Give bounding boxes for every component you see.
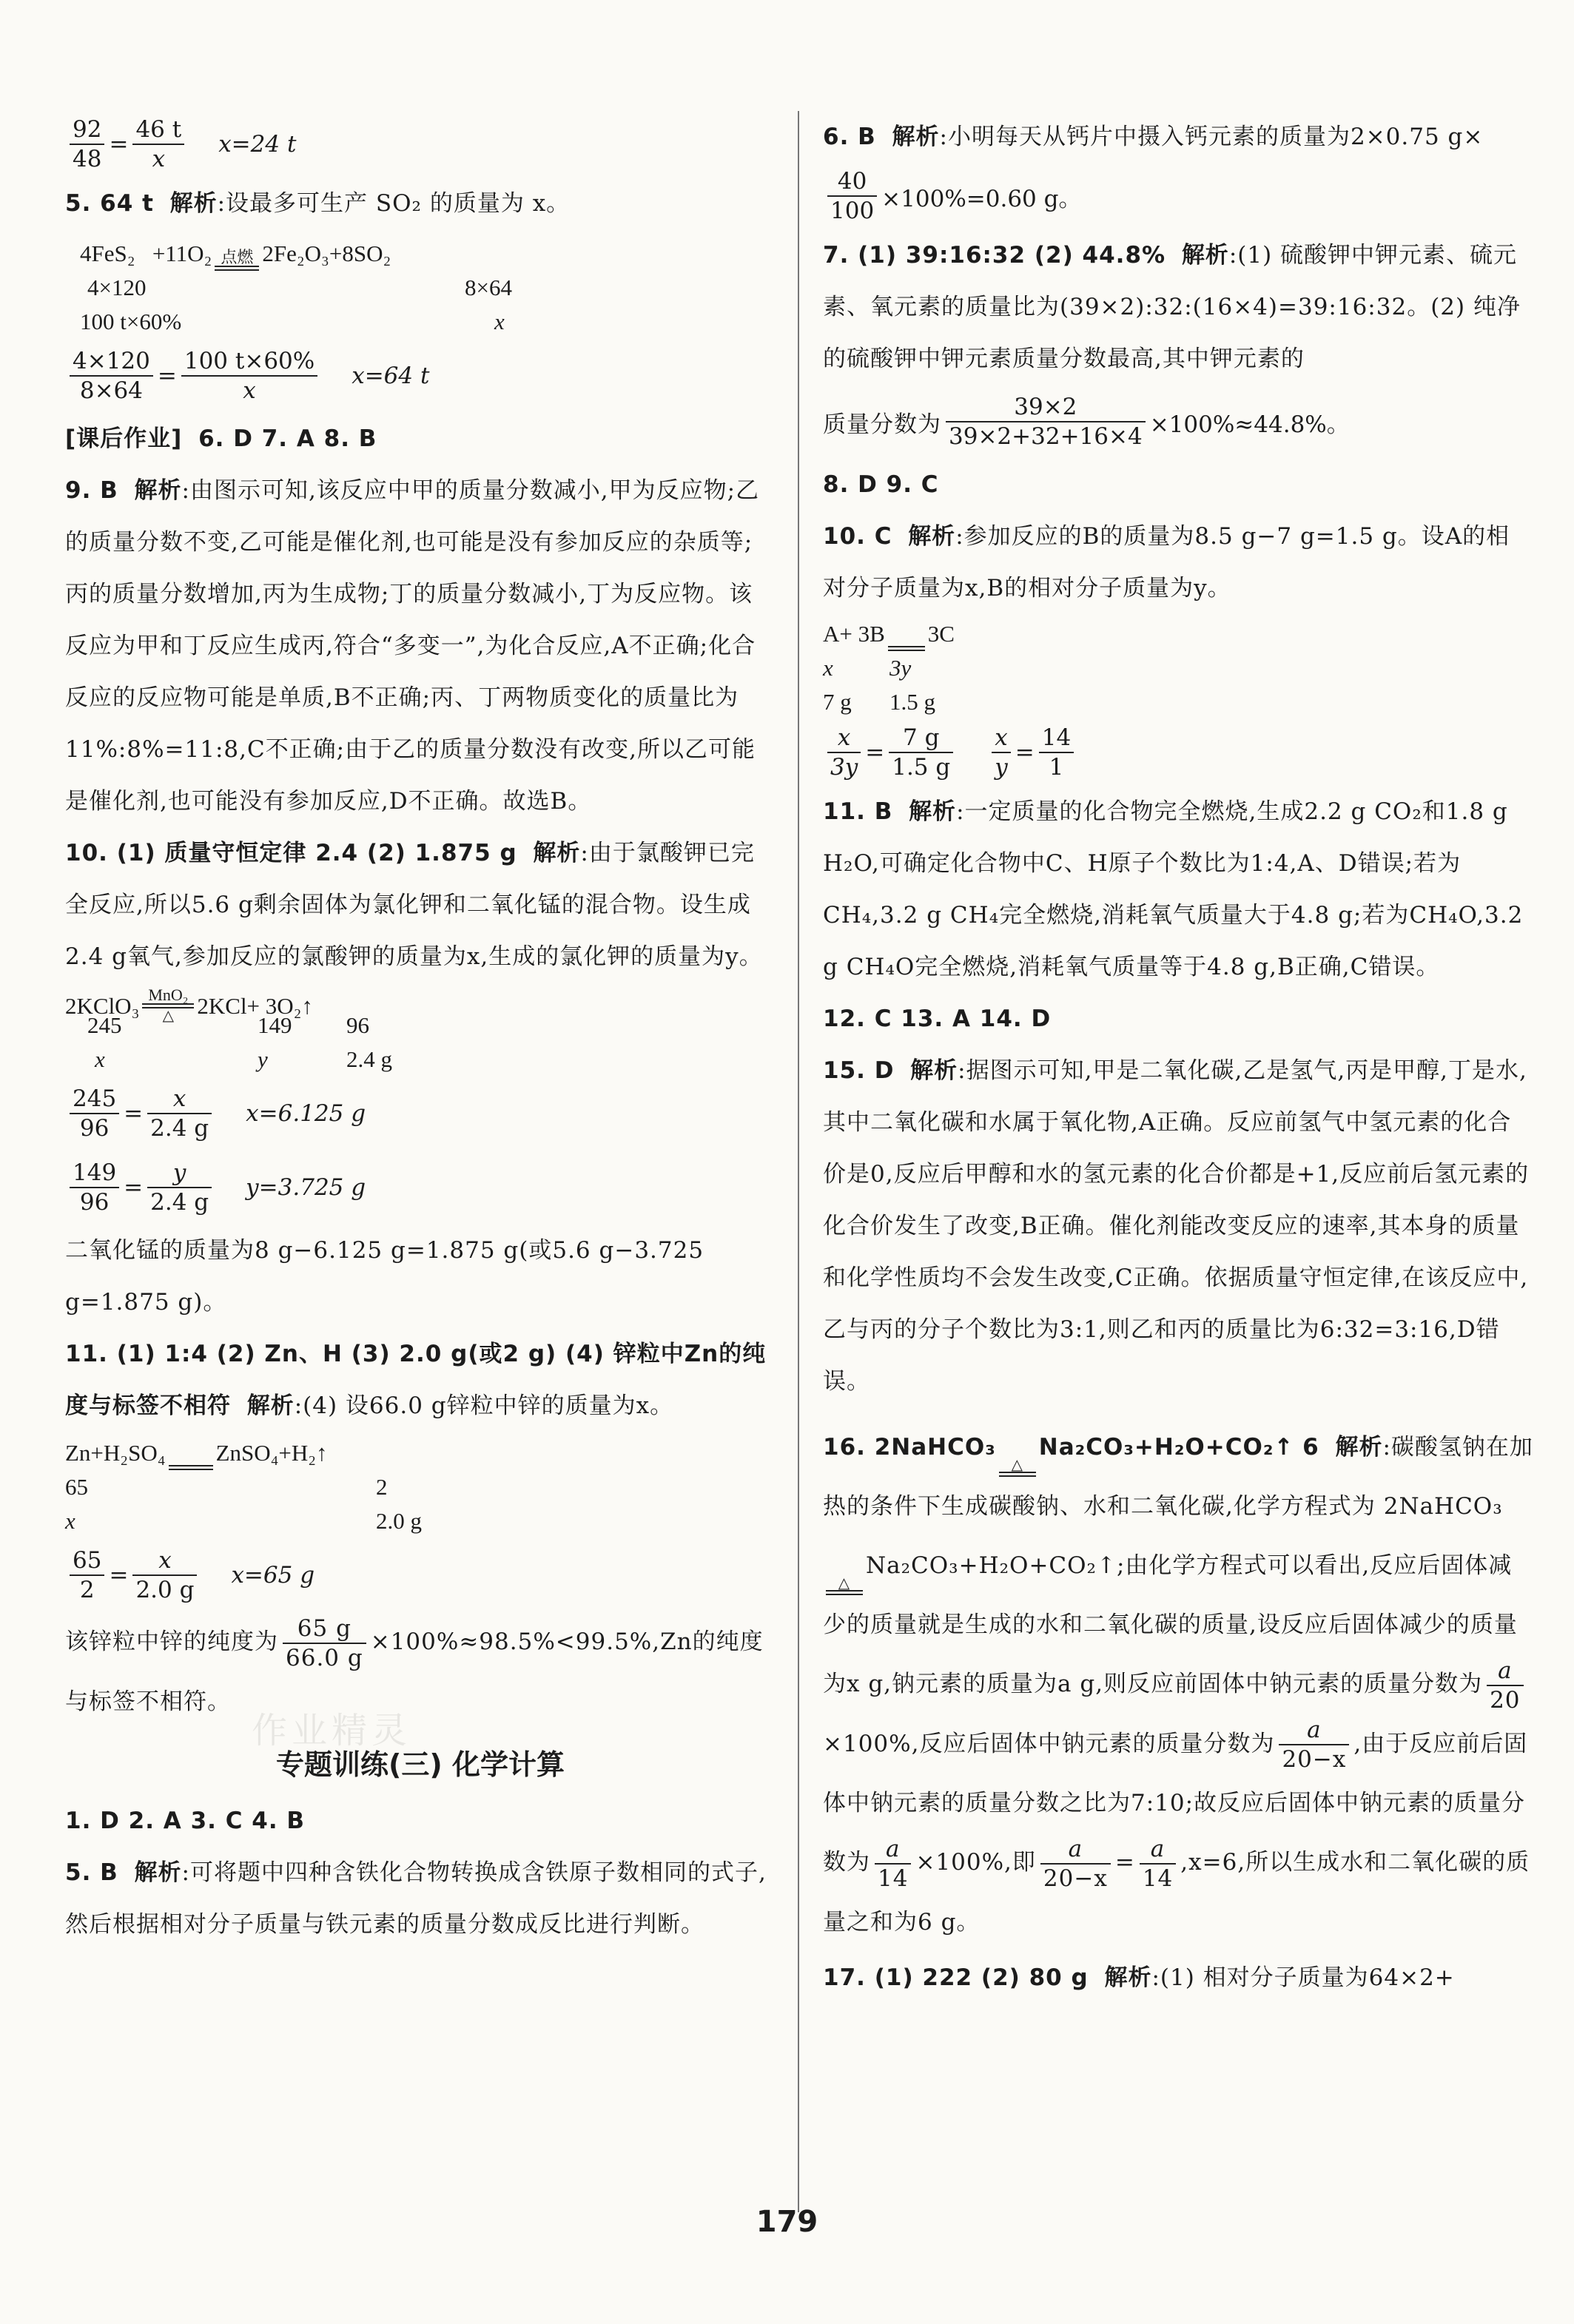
fraction: $\frac{92}{48}$ [70, 115, 104, 173]
q10-conclusion: 二氧化锰的质量为8 g−6.125 g=1.875 g(或5.6 g−3.725 g=1.875 g)。 [65, 1237, 704, 1316]
column-divider [798, 111, 799, 2212]
eq-line-1: $\frac{92}{48}$ = $\frac{46 t}{x}$ x=24 t [65, 111, 776, 178]
r7-fraction: 质量分数为 $\frac{39\times 2}{39\times 2+32+16\times 4}$ ×100%≈44.8%。 [823, 394, 1350, 450]
q11-text: 11. (1) 1:4 (2) Zn、H (3) 2.0 g(或2 g) (4) 锌粒中Zn的纯度与标签不相符 解析:(4) 设66.0 g锌粒中锌的质量为x。 [65, 1341, 767, 1419]
r10-equation: A+ 3B 3C x 3y 7 g 1.5 g [823, 621, 955, 715]
r16-text: 16. 2NaHCO₃ △ Na₂CO₃+H₂O+CO₂↑ 6 解析:碳酸氢钠在加热的条件下生成碳酸钠、水和二氧化碳,化学方程式为 2NaHCO₃ △ Na₂CO₃+H₂O+CO₂↑;由化学方程式可以看出,反应后固体减少的质量就是生成的水和二氧化碳的质量,设反应后固体减少的质量为x g,钠元素的质量为a g,则反应前固体中钠元素的质量分数为 $\frac{a}{20}$ ×100%,反应后固体中钠元素的质量分数为 $\frac{a}{20-x}$ ,由于反应前后固体中钠元素的质量分数之比为7:10;故反应后固体中钠元素的质量分数为 $\frac{a}{14}$ ×100%,即 $\frac{a}{20-x}$ = $\frac{a}{14}$ ,x=6,所以生成水和二氧化碳的质量之和为6 g。 [823, 1434, 1533, 1936]
r17-text: 17. (1) 222 (2) 80 g 解析:(1) 相对分子质量为64×2+ [823, 1964, 1455, 1991]
r6-text: 6. B 解析:小明每天从钙片中摄入钙元素的质量为2×0.75 g× [823, 124, 1484, 150]
page-number: 179 [756, 2205, 818, 2239]
section-answers: 1. D 2. A 3. C 4. B [65, 1807, 306, 1834]
q11-proportion: $\frac{65}{2}$ = $\frac{x}{2.0 g}$ x=65 g [65, 1538, 776, 1612]
q10-proportion-y: $\frac{149}{96}$ = $\frac{y}{2.4 g}$ y=3.725 g [65, 1151, 776, 1225]
q10-proportion-x: $\frac{245}{96}$ = $\frac{x}{2.4 g}$ x=6.125 g [65, 1077, 776, 1151]
r7-text: 7. (1) 39:16:32 (2) 44.8% 解析:(1) 硫酸钾中钾元素、硫元素、氧元素的质量比为(39×2):32:(16×4)=39:16:32。(2) 纯净的硫酸钾中钾元素质量分数最高,其中钾元素的 [823, 242, 1521, 372]
watermark: 作业精灵 [252, 1710, 412, 1751]
homework-answers: [课后作业] 6. D 7. A 8. B [65, 425, 377, 452]
q5-proportion: $\frac{4\times 120}{8\times 64}$ = $\frac{100 t\times 60\%}{x}$ x=64 t [65, 339, 776, 413]
r12-answers: 12. C 13. A 14. D [823, 1006, 1052, 1032]
r11-text: 11. B 解析:一定质量的化合物完全燃烧,生成2.2 g CO₂和1.8 g H₂O,可确定化合物中C、H原子个数比为1:4,A、D错误;若为CH₄,3.2 g CH₄完全燃烧,消耗氧气质量大于4.8 g;若为CH₄O,3.2 g CH₄O完全燃烧,消耗氧气质量等于4.8 g,B正确,C错误。 [823, 798, 1524, 980]
r15-text: 15. D 解析:据图示可知,甲是二氧化碳,乙是氢气,丙是甲醇,丁是水,其中二氧化碳和水属于氧化物,A正确。反应前氢气中氢元素的化合价是0,反应后甲醇和水的氢元素的化合价都是+1,反应前后氢元素的化合价发生了改变,B正确。催化剂能改变反应的速率,其本身的质量和化学性质均不会发生改变,C正确。依据质量守恒定律,在该反应中,乙与丙的分子个数比为3:1,则乙和丙的质量比为6:32=3:16,D错误。 [823, 1057, 1530, 1395]
q10-text: 10. (1) 质量守恒定律 2.4 (2) 1.875 g 解析:由于氯酸钾已完全反应,所以5.6 g剩余固体为氯化钾和二氧化锰的混合物。设生成2.4 g氧气,参加反应的氯酸钾的质量为x,生成的氯化钾的质量为y。 [65, 840, 763, 970]
left-column [65, 111, 776, 1950]
q10-equation: 2KClO₃ MnO₂ △ 2KCl+ 3O₂↑ 245 149 96 x y 2.4 g [65, 986, 392, 1072]
r8-answers: 8. D 9. C [823, 471, 939, 498]
right-column [823, 111, 1533, 2004]
q11-conclusion: 该锌粒中锌的纯度为 $\frac{65 g}{66.0 g}$ ×100%≈98.5%<99.5%,Zn的纯度与标签不相符。 [65, 1614, 764, 1715]
q11-equation: Zn+H₂SO₄ ZnSO₄+H₂↑ 65 2 x 2.0 g [65, 1440, 422, 1534]
fraction: $\frac{46 t}{x}$ [132, 115, 184, 173]
q5-line: 5. 64 t 解析:设最多可生产 SO₂ 的质量为 x。 [65, 190, 571, 217]
r6-fraction: $\frac{40}{100}$ ×100%=0.60 g。 [823, 163, 1533, 229]
s5-text: 5. B 解析:可将题中四种含铁化合物转换成含铁原子数相同的式子,然后根据相对分子质量与铁元素的质量分数成反比进行判断。 [65, 1859, 767, 1938]
r10-text: 10. C 解析:参加反应的B的质量为8.5 g−7 g=1.5 g。设A的相对分子质量为x,B的相对分子质量为y。 [823, 523, 1510, 602]
q9-text: 9. B 解析:由图示可知,该反应中甲的质量分数减小,甲为反应物;乙的质量分数不变,乙可能是催化剂,也可能是没有参加反应的杂质等;丙的质量分数增加,丙为生成物;丁的质量分数减小,丁为反应物。该反应为甲和丁反应生成丙,符合“多变一”,为化合反应,A不正确;化合反应的反应物可能是单质,B不正确;丙、丁两物质变化的质量比为11%:8%=11:8,C不正确;由于乙的质量分数没有改变,所以乙可能是催化剂,也可能没有参加反应,D不正确。故选B。 [65, 477, 760, 815]
q5-equation: 4FeS₂ +11O₂ 点燃 2Fe₂O₃+8SO₂ 4×120 8×64 100 t×60% x [80, 240, 512, 334]
section-title: 专题训练(三) 化学计算 [276, 1748, 565, 1781]
r10-proportion: $\frac{x}{3y}$ = $\frac{7 g}{1.5 g}$ $\frac{x}{y}$ = $\frac{14}{1}$ [823, 719, 1533, 786]
